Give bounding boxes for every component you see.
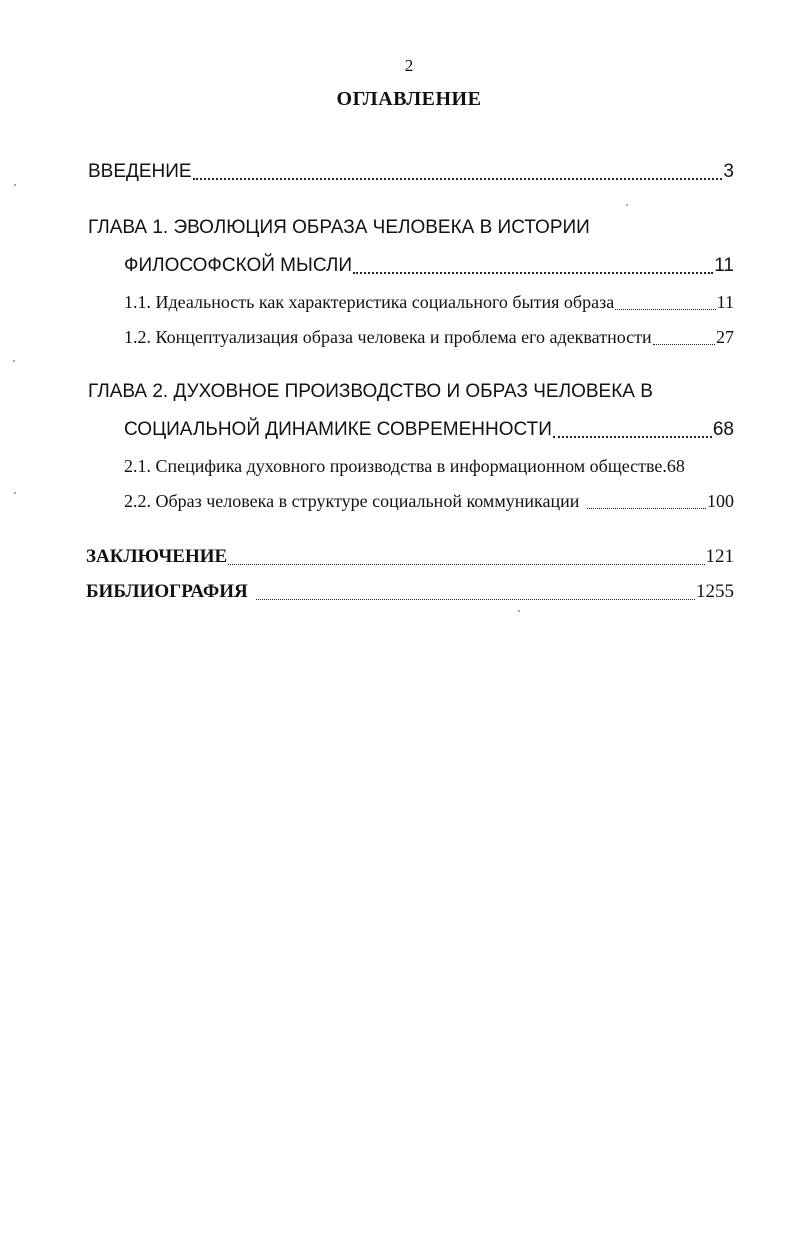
scan-speck xyxy=(518,610,520,612)
toc-entry-chapter-2[interactable] xyxy=(124,416,734,444)
toc-entry-label: 2.2. Образ человека в структуре социальной коммуникации xyxy=(124,491,580,511)
chapter-2-heading-line1[interactable]: ГЛАВА 2. ДУХОВНОЕ ПРОИЗВОДСТВО И ОБРАЗ ЧЕЛОВЕКА В xyxy=(88,381,653,402)
toc-entry-page: 121 xyxy=(705,546,734,567)
dot-leader xyxy=(587,508,706,509)
toc-entry-label: БИБЛИОГРАФИЯ xyxy=(86,581,248,602)
scan-speck xyxy=(626,204,628,206)
toc-entry-page: 11 xyxy=(714,255,734,276)
dot-leader xyxy=(653,344,715,345)
toc-entry-page: 11 xyxy=(716,292,734,312)
toc-entry-section-1-2[interactable] xyxy=(124,323,734,351)
scan-speck xyxy=(14,184,16,186)
dot-leader xyxy=(553,436,712,438)
dot-leader xyxy=(193,178,723,180)
toc-entry-intro[interactable] xyxy=(88,158,734,186)
page-number: 2 xyxy=(404,56,414,75)
toc-entry-section-2-2[interactable] xyxy=(124,487,734,515)
chapter-1-heading-line1[interactable]: ГЛАВА 1. ЭВОЛЮЦИЯ ОБРАЗА ЧЕЛОВЕКА В ИСТОРИИ xyxy=(88,217,590,238)
dot-leader xyxy=(353,272,713,274)
dot-leader xyxy=(228,564,704,565)
toc-entry-section-1-1[interactable] xyxy=(124,288,734,316)
scan-speck xyxy=(14,492,16,494)
toc-entry-label: 2.1. Специфика духовного производства в информационном обществе xyxy=(124,456,663,476)
toc-entry-label: 1.1. Идеальность как характеристика социального бытия образа xyxy=(124,292,615,312)
dot-leader xyxy=(256,599,695,600)
toc-entry-conclusion[interactable] xyxy=(86,543,734,571)
toc-title: ОГЛАВЛЕНИЕ xyxy=(336,88,482,110)
toc-entry-label: ФИЛОСОФСКОЙ МЫСЛИ xyxy=(124,255,353,276)
toc-entry-label: ВВЕДЕНИЕ xyxy=(88,161,192,182)
toc-entry-chapter-1[interactable] xyxy=(124,252,734,280)
toc-entry-page: 27 xyxy=(716,327,734,347)
toc-entry-label: 1.2. Концептуализация образа человека и проблема его адекватности xyxy=(124,327,652,347)
toc-entry-section-2-1[interactable] xyxy=(124,452,734,480)
toc-entry-page: 1255 xyxy=(696,581,734,602)
toc-entry-page: 68 xyxy=(712,419,734,440)
toc-entry-page: 100 xyxy=(707,491,734,511)
toc-entry-label: СОЦИАЛЬНОЙ ДИНАМИКЕ СОВРЕМЕННОСТИ xyxy=(124,419,552,440)
toc-entry-page: .68 xyxy=(662,456,685,476)
scan-speck xyxy=(13,360,15,362)
toc-entry-bibliography[interactable] xyxy=(86,578,734,606)
toc-entry-page: 3 xyxy=(723,161,734,182)
toc-entry-label: ЗАКЛЮЧЕНИЕ xyxy=(86,546,228,567)
dot-leader xyxy=(615,309,715,310)
